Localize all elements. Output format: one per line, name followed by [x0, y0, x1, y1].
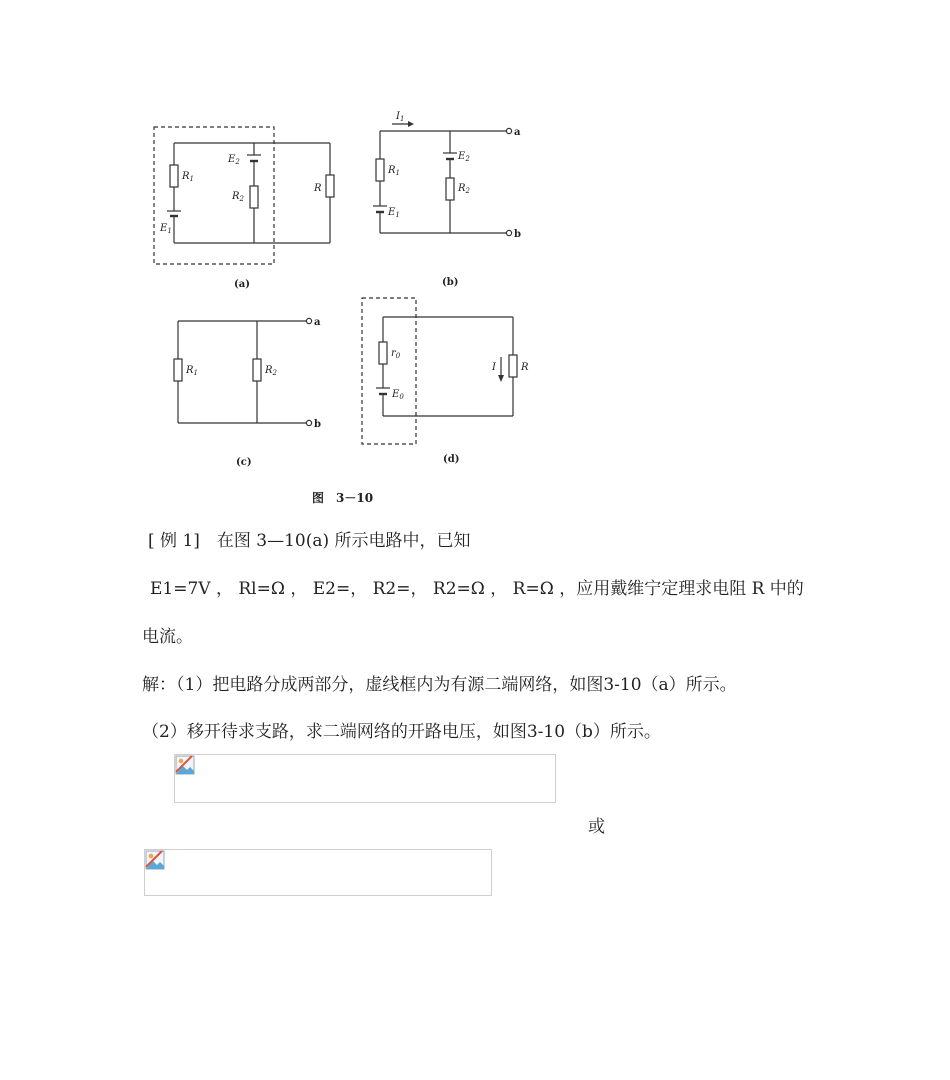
svg-text:E1: $E_1$ — [160, 223, 172, 235]
svg-text:R: R — [521, 362, 529, 373]
equation-image-2 — [144, 849, 492, 896]
solution-step-2: （2）移开待求支路，求二端网络的开路电压，如图3-10（b）所示。 — [142, 722, 661, 742]
terminal-b-c — [306, 420, 311, 425]
terminal-a-b — [506, 128, 511, 133]
resistor-r1-c — [174, 359, 182, 381]
svg-text:E2: $E_2$ — [228, 154, 240, 166]
solution-step-1: 解：（1）把电路分成两部分，虚线框内为有源二端网络，如图3-10（a）所示。 — [142, 675, 737, 695]
resistor-r2-b — [446, 178, 454, 200]
svg-text:I: I — [492, 362, 496, 373]
broken-image-icon — [175, 755, 195, 775]
resistor-r0-d — [379, 342, 387, 364]
or-text: 或 — [588, 817, 605, 837]
dashed-network-box-d — [362, 298, 416, 444]
terminal-a-c — [306, 318, 311, 323]
terminal-b-b — [506, 230, 511, 235]
svg-text:b: b — [514, 229, 521, 240]
example-heading: [ 例 1] 在图 3—10(a) 所示电路中，已知 — [148, 531, 471, 551]
circuit-c — [174, 317, 321, 468]
circuit-a — [154, 127, 334, 290]
given-parameters: E1=7V ， Rl=Ω ， E2=， R2=， R2=Ω ， R=Ω ，应用戴维宁定理求电阻 R 中的 — [150, 579, 804, 599]
circuit-b — [373, 111, 521, 288]
broken-image-icon — [145, 850, 165, 870]
resistor-r1-a — [170, 165, 178, 187]
resistor-r2-c — [253, 359, 261, 381]
circuit-d — [362, 298, 529, 465]
resistor-r-d — [509, 355, 517, 377]
figure-caption: 图 3－10 — [312, 491, 374, 505]
svg-text:a: a — [314, 317, 321, 328]
sub-label-c: (c) — [236, 457, 252, 468]
svg-text:R2: $R_2$ — [265, 365, 277, 377]
svg-text:E1: $E_1$ — [388, 207, 400, 219]
sub-label-a: (a) — [234, 279, 250, 290]
given-parameters-continued: 电流。 — [142, 627, 193, 647]
svg-text:I1: $I_1$ — [396, 111, 405, 123]
svg-text:E0: $E_0$ — [392, 389, 404, 401]
svg-text:R1: $R_1$ — [186, 365, 198, 377]
svg-text:a: a — [514, 127, 521, 138]
sub-label-b: (b) — [442, 277, 459, 288]
equation-image-1 — [174, 754, 556, 803]
svg-text:R1: $R_1$ — [388, 165, 400, 177]
svg-text:E2: $E_2$ — [458, 151, 470, 163]
resistor-r1-b — [376, 159, 384, 181]
svg-text:R2: $R_2$ — [232, 191, 244, 203]
circuit-figure — [140, 95, 560, 515]
resistor-r2-a — [250, 186, 258, 208]
svg-text:r0: $r_0$ — [391, 348, 401, 360]
svg-text:R2: $R_2$ — [458, 183, 470, 195]
sub-label-d: (d) — [443, 454, 460, 465]
svg-text:R: R — [314, 183, 322, 194]
svg-text:R1: $R_1$ — [182, 171, 194, 183]
resistor-r-a — [326, 175, 334, 197]
svg-text:b: b — [314, 419, 321, 430]
